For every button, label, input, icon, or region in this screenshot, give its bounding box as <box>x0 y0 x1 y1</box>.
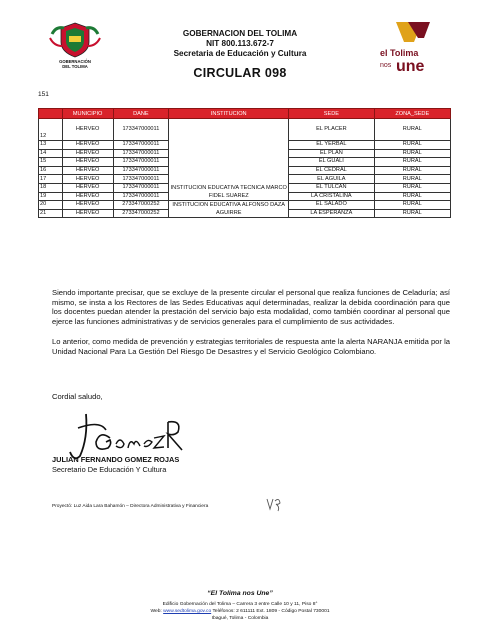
table-row: 16 HERVEO 173347000011 EL CEDRAL RURAL <box>39 166 451 175</box>
col-header-zona: ZONA_SEDE <box>374 109 450 119</box>
entity-department: Secretaria de Educación y Cultura <box>173 49 307 58</box>
signer-name: JULIAN FERNANDO GOMEZ ROJAS <box>52 455 180 464</box>
table-row: 19 HERVEO 173347000011 LA CRISTALINA RURAL <box>39 192 451 201</box>
col-header-dane: DANE <box>113 109 169 119</box>
table-row: 18 HERVEO 173347000011 EL TULCAN RURAL <box>39 183 451 192</box>
seal-caption: GOBERNACIÓN DEL TOLIMA <box>59 59 91 69</box>
table-header-row <box>39 109 451 119</box>
footer-contact <box>60 609 420 615</box>
col-header-municipio: MUNICIPIO <box>62 109 113 119</box>
paragraph-exclusion: Siendo importante precisar, que se excluye de la presente circular el personal que realiza funciones de Celaduría; así mismo, se insta a los Rectores de las Sedes Educativas aquí determinadas, realizar la debida coordinación para que los docentes puedan atender la prestación del servicio bajo esta modalidad, como también coordinar al personal que ejerce las funciones administrativas y de servicios generales para el cumplimiento de sus actividades. <box>52 288 450 327</box>
footer-web-label: Web: <box>150 609 164 614</box>
svg-text:el Tolima: el Tolima <box>380 48 419 58</box>
initials-mark <box>264 493 286 515</box>
table-row: 12 HERVEO 173347000011 INSTITUCION EDUCATIVA TECNICA MARCO FIDEL SUAREZ EL PLACER RURAL <box>39 119 451 141</box>
tolima-nos-une-logo <box>378 20 448 76</box>
svg-text:une: une <box>396 58 425 75</box>
circular-title: CIRCULAR 098 <box>193 66 287 80</box>
signer-role: Secretario De Educación Y Cultura <box>52 465 167 474</box>
institution-cell: INSTITUCION EDUCATIVA ALFONSO DAZA AGUIRRE <box>169 201 289 218</box>
footer-city: Ibagué, Tolima - Colombia <box>211 616 269 621</box>
table-row: 13 HERVEO 173347000011 EL YERBAL RURAL <box>39 141 451 150</box>
prepared-by: Proyectó: Luz Aida Lara Bahamón – Directora Administrativa y Financiera <box>52 504 209 509</box>
entity-name: GOBERNACION DEL TOLIMA <box>182 29 298 38</box>
col-header-number <box>39 109 63 119</box>
footer-phones: Teléfonos: 2 611111 Ext. 1809 - Código Postal 730001 <box>211 609 330 614</box>
table-row: 20 HERVEO 273347000252 INSTITUCION EDUCATIVA ALFONSO DAZA AGUIRRE EL SALADO RURAL <box>39 201 451 210</box>
institution-cell: INSTITUCION EDUCATIVA TECNICA MARCO FIDEL SUAREZ <box>169 119 289 201</box>
table-row: 14 HERVEO 173347000011 EL PLAN RURAL <box>39 149 451 158</box>
table-row: 15 HERVEO 173347000011 EL GUALI RURAL <box>39 158 451 167</box>
table-row: 17 HERVEO 173347000011 EL AGUILA RURAL <box>39 175 451 184</box>
table-row: 21 HERVEO 273347000252 LA ESPERANZA RURAL <box>39 209 451 218</box>
letterhead <box>120 29 360 59</box>
entity-nit: NIT 800.113.672-7 <box>206 39 274 48</box>
footer-web-link[interactable]: www.sedtolima.gov.co <box>163 609 212 614</box>
col-header-sede: SEDE <box>289 109 374 119</box>
footer-slogan: “El Tolima nos Une” <box>207 590 273 597</box>
footer-address: Edificio Gobernación del Tolima – Carrera 3 entre Calle 10 y 11, Piso 8° <box>162 602 318 607</box>
svg-text:nos: nos <box>380 62 392 69</box>
page-number: 151 <box>38 91 49 98</box>
closing-text: Cordial saludo, <box>52 392 103 401</box>
paragraph-alert: Lo anterior, como medida de prevención y estrategias territoriales de respuesta ante la alerta NARANJA emitida por la Unidad Nacional Para La Gestión Del Riesgo De Desastres y el Servicio Geológico Colombiano. <box>52 337 450 356</box>
sedes-table <box>38 108 451 218</box>
col-header-institucion: INSTITUCION <box>169 109 289 119</box>
